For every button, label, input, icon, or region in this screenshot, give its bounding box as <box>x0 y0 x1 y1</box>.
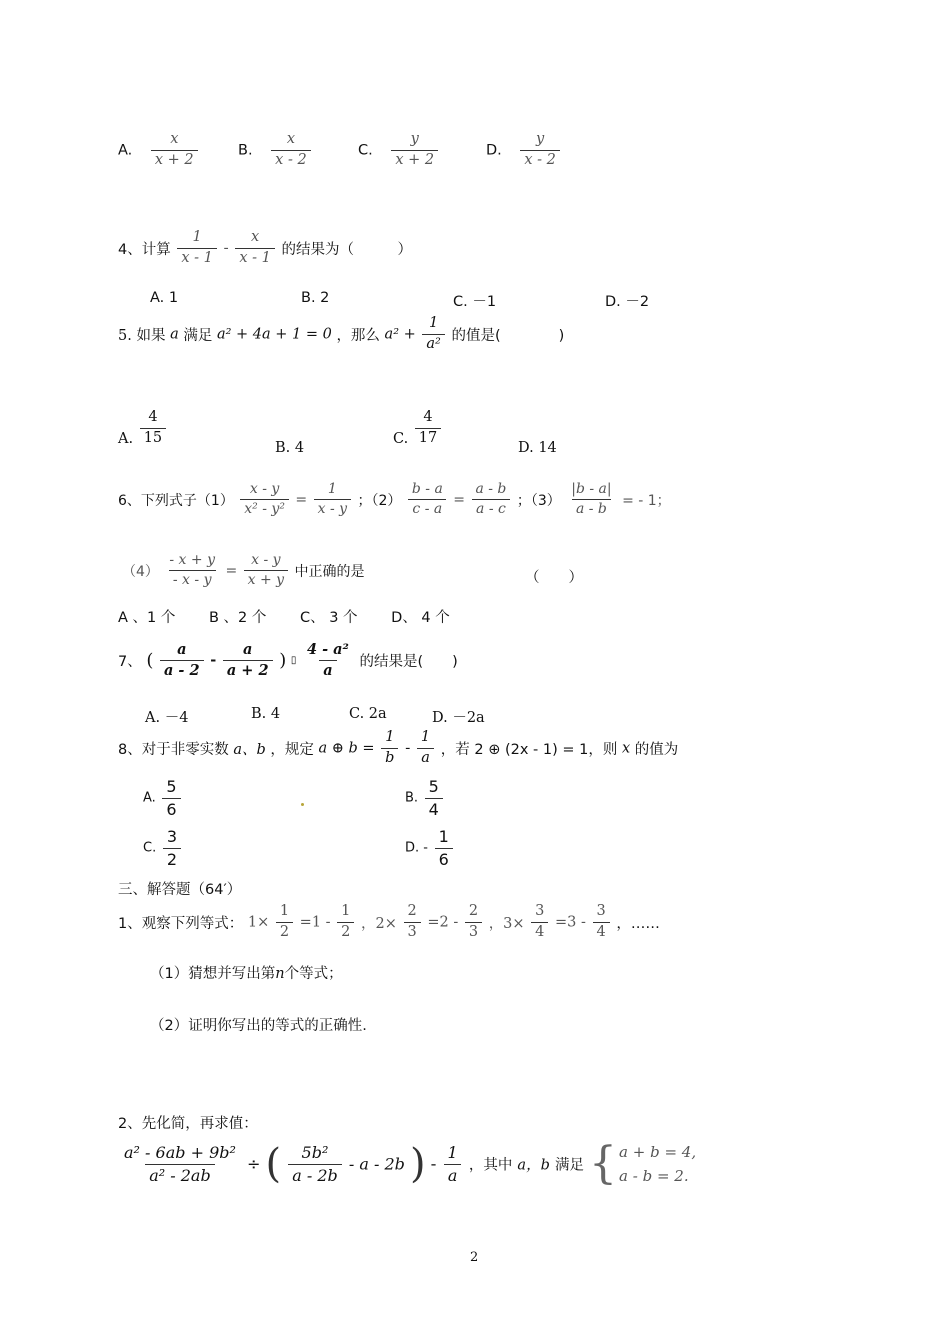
answer-question-2-title: 2、先化简，再求值： <box>118 1116 258 1132</box>
fraction: $\frac{a - b}{a - c}$ <box>471 482 510 518</box>
question-6-line2: （4） $\frac{- x + y}{- x - y}$ = $\frac{x - y}{x + y}$ 中正确的是 <box>122 552 365 589</box>
fraction: $\frac{1}{a}$ <box>444 1144 462 1184</box>
q4-option-a: A. 1 <box>150 290 179 306</box>
q7-option-b: B. 4 <box>251 706 281 722</box>
fraction: $\frac{3}{2}$ <box>163 828 181 868</box>
fraction: $\frac{3}{4}$ <box>593 904 610 941</box>
q3-option-a: A. $\frac{x}{x + 2}$ <box>118 132 200 169</box>
fraction: $\frac{1}{2}$ <box>276 904 293 941</box>
fraction: $\frac{b - a}{c - a}$ <box>408 482 447 518</box>
fraction: $\frac{- x + y}{- x - y}$ <box>169 552 215 589</box>
q3-option-d: D. $\frac{y}{x - 2}$ <box>486 132 562 169</box>
q7-option-a: A. －4 <box>145 710 189 726</box>
q5-option-c: C. $\frac{4}{17}$ <box>393 410 443 447</box>
q7-option-d: D. －2a <box>432 710 485 726</box>
question-7: 7、 ( $\frac{a}{a - 2}$ - $\frac{a}{a + 2}$ ) ▯ $\frac{\text{4 - a²}}{a}$ 的结果是( ) <box>118 641 458 679</box>
answer-question-1-part-1: （1）猜想并写出第n个等式； <box>150 966 343 982</box>
answer-question-2-expression: $\frac{\text{a² - 6ab + 9b²}}{\text{a² - 2ab}}$ ÷ ( $\frac{\text{5b²}}{a - 2b}$ - a - 2b ) - $\frac{1}{a}$ ，其中 a，b 满足 { a + b = 4, a - b = 2. <box>118 1140 696 1188</box>
answer-question-1-part-2: （2）证明你写出的等式的正确性. <box>150 1018 367 1034</box>
question-8: 8、对于非零实数 a、b ，规定 a ⊕ b = $\frac{1}{b}$ - $\frac{1}{a}$ ，若 2 ⊕ (2x - 1) = 1，则 x 的值为 <box>118 729 679 766</box>
q5-option-a: A. $\frac{4}{15}$ <box>118 410 168 447</box>
fraction: $\frac{x}{x - 2}$ <box>271 132 311 169</box>
fraction: $\frac{1}{x - y}$ <box>314 482 351 518</box>
fraction: $\frac{\text{a² - 6ab + 9b²}}{\text{a² - 2ab}}$ <box>124 1142 236 1185</box>
fraction: $\frac{1}{\text{a²}}$ <box>422 316 444 353</box>
q6-options: A 、1 个 B 、2 个 C、 3 个 D、 4 个 <box>118 610 450 626</box>
fraction: $\frac{y}{x - 2}$ <box>520 132 560 169</box>
fraction: $\frac{3}{4}$ <box>531 904 548 941</box>
q5-option-b: B. 4 <box>275 440 305 456</box>
answer-question-1: 1、观察下列等式： 1× $\frac{1}{2}$ =1 - $\frac{1}{2}$ ，2× $\frac{2}{3}$ =2 - $\frac{2}{3}$ ，3× $\frac{3}{4}$ =3 - $\frac{3}{4}$ ，…… <box>118 903 660 940</box>
fraction: $\frac{\text{5b²}}{a - 2b}$ <box>288 1144 342 1184</box>
q3-option-c: C. $\frac{y}{x + 2}$ <box>358 132 440 169</box>
page-number: 2 <box>470 1250 479 1265</box>
fraction: $\frac{x}{x + 2}$ <box>151 132 198 169</box>
fraction: $\frac{\text{4 - a²}}{a}$ <box>306 641 349 679</box>
equation-system: { a + b = 4, a - b = 2. <box>589 1138 697 1189</box>
q3-option-b: B. $\frac{x}{x - 2}$ <box>238 132 313 169</box>
fraction: $\frac{x - y}{x + y}$ <box>244 553 288 589</box>
fraction: $\frac{2}{3}$ <box>465 904 482 941</box>
q4-option-c: C. －1 <box>453 294 497 310</box>
q8-option-b: B. $\frac{5}{4}$ <box>405 778 445 818</box>
q5-option-d: D. 14 <box>518 440 557 456</box>
fraction: $\frac{1}{2}$ <box>337 904 354 941</box>
fraction: $\frac{1}{a}$ <box>417 730 434 767</box>
section-title: 三、解答题（64′） <box>118 882 242 898</box>
q8-option-a: A. $\frac{5}{6}$ <box>143 778 183 818</box>
question-4: 4、计算 $\frac{1}{x - 1}$ - $\frac{x}{x - 1}$ 的结果为（ ） <box>118 229 412 266</box>
stray-dot <box>301 803 304 806</box>
q7-option-c: C. 2a <box>349 706 387 722</box>
question-6: 6、下列式子（1） $\frac{x - y}{\text{x² - y²}}$ = $\frac{1}{x - y}$ ；（2） $\frac{b - a}{c - a}$ = $\frac{a - b}{a - c}$ ；（3） $\frac{|b - a|}{a - b}$ = - 1； <box>118 481 671 518</box>
q8-option-d: D. - $\frac{1}{6}$ <box>405 828 455 868</box>
question-5: 5. 如果 a 满足 a² + 4a + 1 = 0 ，那么 a² + $\frac{1}{\text{a²}}$ 的值是( ) <box>118 315 565 352</box>
fraction: $\frac{4}{15}$ <box>140 410 166 447</box>
fraction: $\frac{1}{6}$ <box>435 828 453 868</box>
q4-option-d: D. －2 <box>605 294 650 310</box>
fraction: $\frac{a}{a - 2}$ <box>160 642 204 679</box>
fraction: $\frac{x - y}{\text{x² - y²}}$ <box>240 482 289 518</box>
fraction: $\frac{x}{x - 1}$ <box>235 230 275 267</box>
fraction: $\frac{y}{x + 2}$ <box>391 132 438 169</box>
fraction: $\frac{a}{a + 2}$ <box>223 642 273 679</box>
fraction: $\frac{4}{17}$ <box>415 410 441 447</box>
q6-answer-paren: （ ） <box>525 570 583 586</box>
fraction: $\frac{1}{b}$ <box>381 730 398 767</box>
fraction: $\frac{1}{x - 1}$ <box>177 230 217 267</box>
q8-option-c: C. $\frac{3}{2}$ <box>143 828 183 868</box>
fraction: $\frac{2}{3}$ <box>404 904 421 941</box>
q4-option-b: B. 2 <box>301 290 330 306</box>
fraction: $\frac{|b - a|}{a - b}$ <box>571 481 612 518</box>
fraction: $\frac{5}{4}$ <box>425 778 443 818</box>
fraction: $\frac{5}{6}$ <box>162 778 180 818</box>
